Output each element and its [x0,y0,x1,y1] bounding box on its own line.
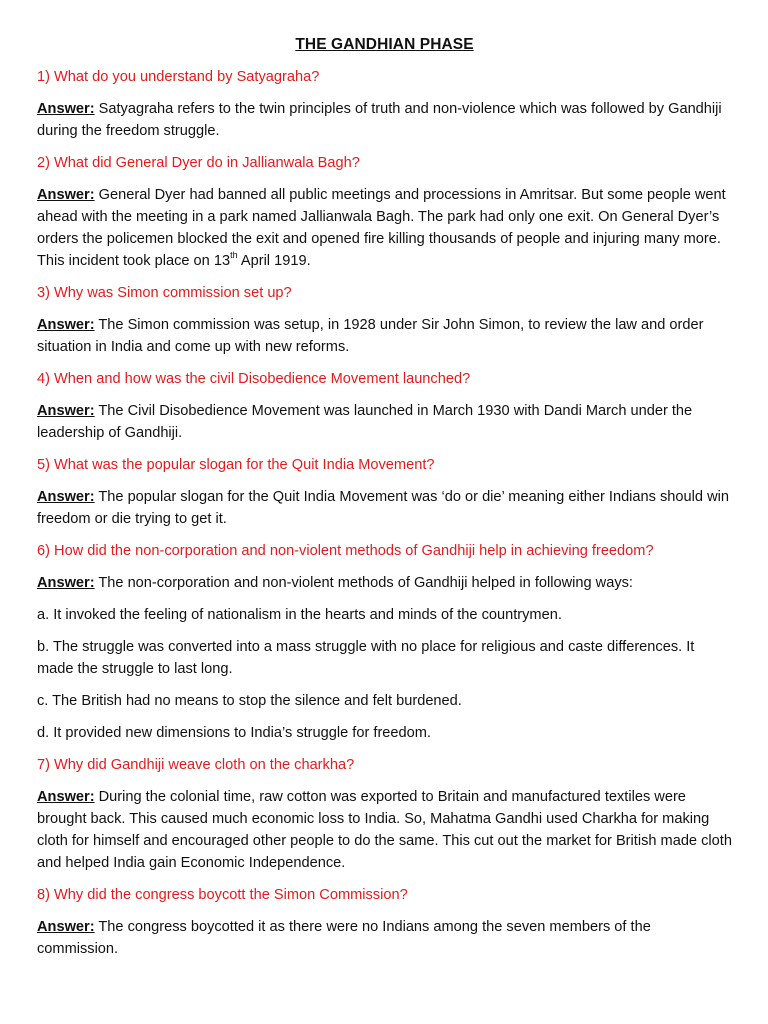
answer-6-text: The non-corporation and non-violent methods of Gandhiji helped in following ways: [94,575,633,591]
answer-2-text-end: April 1919. [237,253,311,269]
page-title: THE GANDHIAN PHASE [295,36,474,53]
question-8: 8) Why did the congress boycott the Simon Commission? [37,887,408,903]
answer-label: Answer: [37,187,95,203]
question-5: 5) What was the popular slogan for the Quit India Movement? [37,457,435,473]
question-3: 3) Why was Simon commission set up? [37,285,292,301]
question-1: 1) What do you understand by Satyagraha? [37,69,320,85]
answer-label: Answer: [37,489,95,505]
answer-2 [37,184,732,272]
answer-3 [37,314,732,358]
answer-7-text: During the colonial time, raw cotton was exported to Britain and manufactured textiles were brought back. This caused much economic loss to India. So, Mahatma Gandhi used Charkha for making cloth for himself and encouraged other people to do the same. This cut out the market for British made cloth and helped India gain Economic Independence. [37,789,732,871]
answer-2-ordinal-suffix: th [230,250,238,261]
answer-6-point-a: a. It invoked the feeling of nationalism in the hearts and minds of the countrymen. [37,607,562,623]
answer-6-point-d: d. It provided new dimensions to India’s struggle for freedom. [37,725,431,741]
answer-4-text: The Civil Disobedience Movement was launched in March 1930 with Dandi March under the leadership of Gandhiji. [37,403,693,441]
answer-label: Answer: [37,789,95,805]
answer-label: Answer: [37,317,95,333]
question-6: 6) How did the non-corporation and non-violent methods of Gandhiji help in achieving freedom? [37,543,654,559]
question-7: 7) Why did Gandhiji weave cloth on the charkha? [37,757,355,773]
question-4: 4) When and how was the civil Disobedience Movement launched? [37,371,471,387]
answer-label: Answer: [37,101,95,117]
answer-7 [37,786,732,874]
answer-1-text: Satyagraha refers to the twin principles of truth and non-violence which was followed by Gandhiji during the freedom struggle. [37,101,722,139]
answer-5-text: The popular slogan for the Quit India Movement was ‘do or die’ meaning either Indians should win freedom or die trying to get it. [37,489,729,527]
answer-4 [37,400,732,444]
answer-6 [37,572,732,594]
answer-5 [37,486,732,530]
answer-3-text: The Simon commission was setup, in 1928 under Sir John Simon, to review the law and order situation in India and come up with new reforms. [37,317,704,355]
answer-8-text: The congress boycotted it as there were no Indians among the seven members of the commission. [37,919,651,957]
answer-label: Answer: [37,919,95,935]
answer-6-point-c: c. The British had no means to stop the silence and felt burdened. [37,693,462,709]
answer-6-point-b: b. The struggle was converted into a mass struggle with no place for religious and caste differences. It made the struggle to last long. [37,639,695,677]
question-2: 2) What did General Dyer do in Jallianwala Bagh? [37,155,360,171]
answer-1 [37,98,732,142]
answer-label: Answer: [37,575,95,591]
answer-8 [37,916,732,960]
answer-label: Answer: [37,403,95,419]
answer-2-text: General Dyer had banned all public meetings and processions in Amritsar. But some people went ahead with the meeting in a park named Jallianwala Bagh. The park had only one exit. On General Dyer’s orders the policemen blocked the exit and opened fire killing thousands of people and injuring many more. This incident took place on 13 [37,187,726,269]
